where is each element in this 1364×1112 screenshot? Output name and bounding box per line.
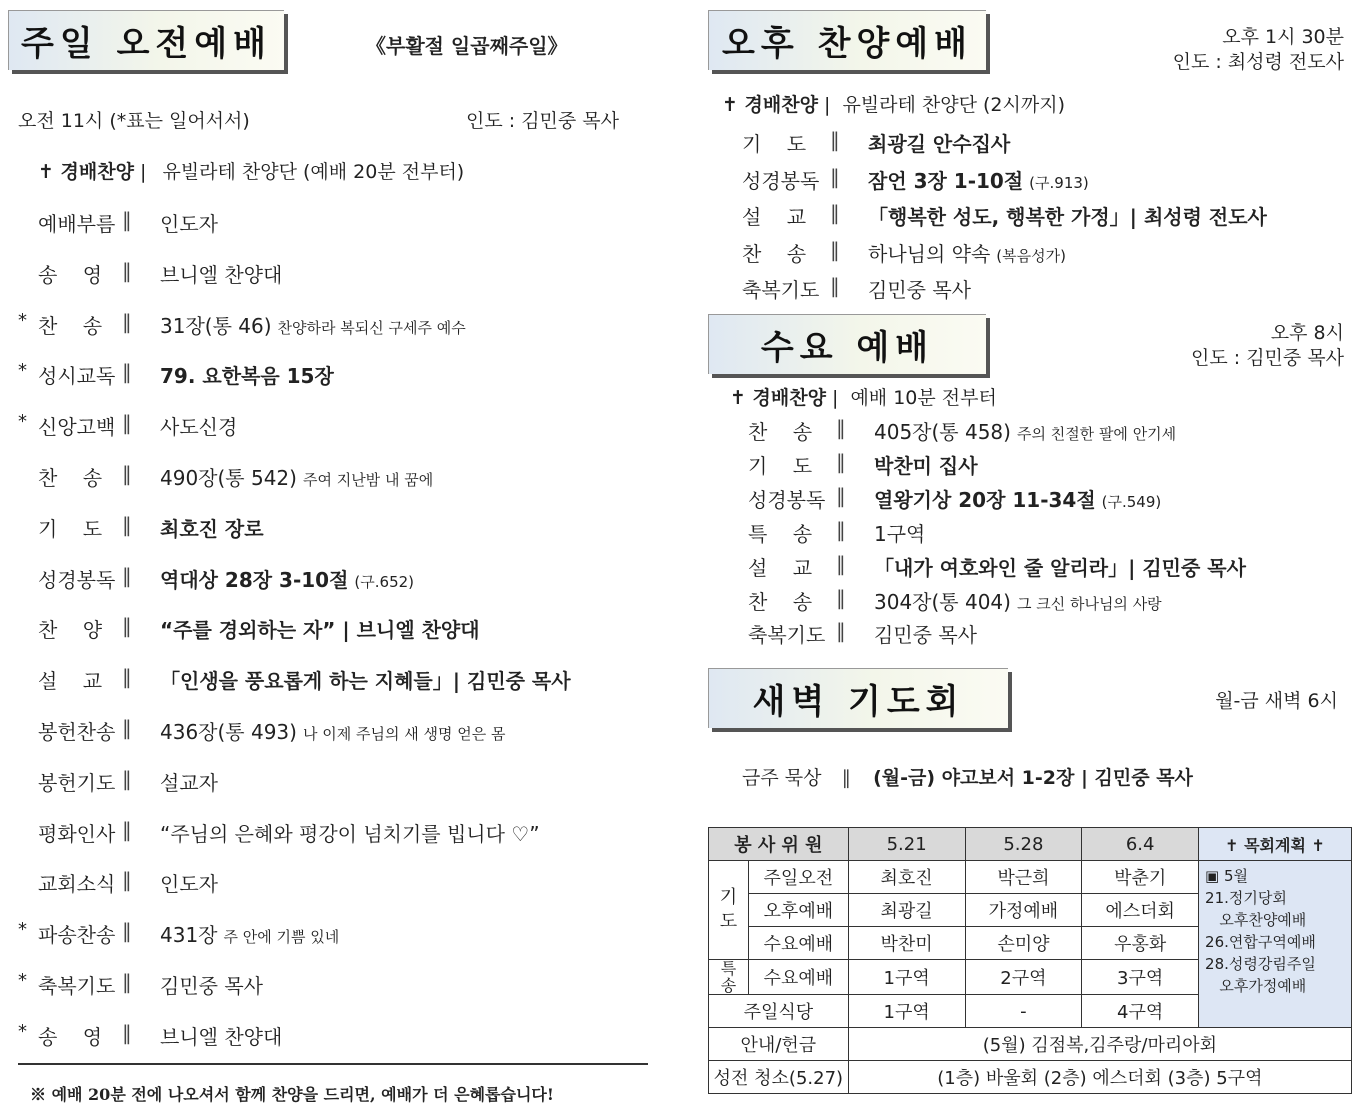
item-value-text: 열왕기상 20장 11-34절 — [874, 487, 1096, 512]
item-value — [868, 274, 977, 303]
item-value — [868, 128, 1016, 157]
item-label: 봉헌기도 — [38, 770, 116, 795]
item-value-text: 「인생을 풍요롭게 하는 지혜들」| 김민중 목사 — [160, 669, 571, 694]
item-label: 설 교 — [38, 669, 103, 694]
item-label: 예배부름 — [38, 212, 116, 236]
item-value — [874, 552, 1252, 581]
item-value — [160, 411, 243, 440]
group-special-1: 특 — [720, 959, 737, 978]
item-note: (복음성가) — [996, 246, 1066, 265]
separator: ∥ — [122, 868, 132, 893]
table-cell: 손미양 — [965, 927, 1082, 960]
plan-list — [1199, 861, 1352, 1028]
table-cell: 최호진 — [848, 861, 965, 894]
dawn-time: 월-금 새벽 6시 — [1215, 690, 1338, 712]
morning-time: 오전 11시 (*표는 일어서서) — [18, 110, 250, 132]
table-cell: 4구역 — [1082, 995, 1199, 1028]
separator: ∥ — [836, 517, 846, 542]
plan-item: 21.정기당회 — [1205, 889, 1287, 907]
item-value — [160, 1021, 288, 1050]
item-value-text: 304장(통 404) — [874, 589, 1011, 614]
item-label: 평화인사 — [38, 821, 116, 846]
item-label: 특 송 — [748, 521, 813, 546]
item-value — [160, 208, 224, 237]
morning-footer-note: ※ 예배 20분 전에 나오셔서 함께 찬양을 드리면, 예배가 더 은혜롭습니다! — [30, 1085, 554, 1104]
row-label: 주일식당 — [709, 995, 849, 1028]
item-label: 찬 송 — [742, 241, 807, 266]
dawn-label: 금주 묵상 — [742, 767, 822, 789]
group-prayer-1: 기 — [719, 887, 738, 908]
prelude-value: 유빌라테 찬양단 (예배 20분 전부터) — [162, 161, 465, 183]
item-value-text: “주를 경외하는 자” | 브니엘 찬양대 — [160, 618, 480, 643]
table-cell: 에스더회 — [1082, 894, 1199, 927]
item-note: 그 크신 하나님의 사랑 — [1016, 594, 1162, 613]
item-label: 기 도 — [38, 516, 103, 541]
item-value — [160, 818, 546, 847]
item-label: 파송찬송 — [38, 923, 116, 948]
afternoon-prelude — [722, 90, 1065, 117]
item-value-text: 「행복한 성도, 행복한 가정」| 최성령 전도사 — [868, 205, 1267, 229]
item-value-text: 하나님의 약속 — [868, 241, 991, 266]
item-value — [160, 665, 577, 694]
table-cell: 2구역 — [965, 960, 1082, 995]
volunteer-table — [708, 827, 1352, 1094]
table-cell: - — [965, 995, 1082, 1028]
table-cell: 우홍화 — [1082, 927, 1199, 960]
item-value-text: 사도신경 — [160, 415, 238, 440]
group-prayer — [709, 861, 749, 960]
morning-footer-divider — [18, 1063, 648, 1065]
separator: ∥ — [122, 512, 132, 537]
wednesday-time: 오후 8시 — [1270, 322, 1344, 344]
plan-item: ▣ 5월 — [1205, 867, 1249, 885]
separator: ∥ — [122, 716, 132, 740]
item-label: 기 도 — [742, 132, 807, 156]
separator: ∥ — [122, 411, 132, 436]
separator: ∥ — [122, 1020, 132, 1045]
item-label: 축복기도 — [742, 278, 820, 302]
separator: ∥ — [122, 614, 132, 639]
table-cell: 박찬미 — [848, 927, 965, 960]
prelude-separator: | — [832, 387, 839, 409]
item-label: 기 도 — [748, 453, 813, 478]
item-value-text: 405장(통 458) — [874, 420, 1011, 444]
separator: ∥ — [830, 237, 840, 262]
item-value — [160, 564, 414, 593]
item-value-text: 브니엘 찬양대 — [160, 262, 283, 287]
header-date: 5.21 — [848, 828, 965, 861]
afternoon-time: 오후 1시 30분 — [1222, 26, 1344, 48]
item-value — [160, 614, 486, 643]
item-value — [874, 484, 1161, 513]
standing-mark: * — [18, 919, 27, 941]
item-label: 찬 송 — [748, 420, 813, 444]
item-label: 성경봉독 — [748, 487, 826, 512]
separator: ∥ — [122, 360, 132, 385]
separator: ∥ — [836, 619, 846, 644]
item-value — [160, 767, 224, 796]
prelude-label: ✝ 경배찬양 — [730, 387, 826, 409]
item-value — [160, 919, 339, 948]
separator: ∥ — [836, 551, 846, 576]
item-label: 찬 양 — [38, 618, 103, 643]
item-value — [160, 310, 466, 339]
morning-prelude — [38, 157, 464, 184]
prelude-separator: | — [824, 94, 831, 116]
separator: ∥ — [122, 766, 132, 791]
separator: ∥ — [836, 449, 846, 474]
separator: ∥ — [836, 483, 846, 508]
morning-subtitle: 《부활절 일곱째주일》 — [366, 34, 568, 58]
plan-item: 28.성령강림주일 — [1205, 955, 1316, 973]
separator: ∥ — [122, 817, 132, 842]
row-label: 성전 청소(5.27) — [709, 1061, 849, 1094]
item-value — [160, 716, 505, 745]
separator: ∥ — [122, 970, 132, 994]
standing-mark: * — [18, 970, 27, 991]
separator: ∥ — [836, 585, 846, 610]
dawn-value: (월-금) 야고보서 1-2장 | 김민중 목사 — [873, 767, 1193, 789]
separator: ∥ — [122, 919, 132, 944]
table-cell: 박근희 — [965, 861, 1082, 894]
item-value-text: “주님의 은혜와 평강이 넘치기를 빕니다 ♡” — [160, 821, 540, 846]
group-special-2: 송 — [720, 976, 737, 995]
item-value — [874, 619, 983, 648]
table-cell: 1구역 — [848, 995, 965, 1028]
item-label: 성경봉독 — [38, 567, 116, 592]
separator: ∥ — [830, 274, 840, 298]
table-cell: 1구역 — [848, 960, 965, 995]
table-cell: (1층) 바울회 (2층) 에스더회 (3층) 5구역 — [848, 1061, 1351, 1094]
item-label: 축복기도 — [38, 974, 116, 998]
item-label: 축복기도 — [748, 623, 826, 648]
table-header-row — [709, 828, 1352, 861]
item-value-text: 설교자 — [160, 770, 218, 795]
table-row — [709, 861, 1352, 894]
separator: ∥ — [122, 563, 132, 588]
row-label: 주일오전 — [748, 861, 848, 894]
wednesday-leader: 인도 : 김민중 목사 — [1191, 347, 1344, 369]
item-value — [868, 238, 1066, 267]
header-volunteers: 봉 사 위 원 — [709, 828, 849, 861]
item-value — [868, 201, 1273, 230]
wednesday-title: 수요 예배 — [708, 314, 986, 374]
item-value-text: 431장 — [160, 923, 218, 948]
item-label: 성경봉독 — [742, 168, 820, 193]
separator: ∥ — [122, 258, 132, 283]
item-label: 찬 송 — [748, 589, 813, 614]
separator: ∥ — [122, 309, 132, 334]
item-value-text: 김민중 목사 — [160, 974, 263, 998]
item-value-text: 436장(통 493) — [160, 720, 297, 744]
wednesday-prelude — [730, 383, 997, 410]
item-note: (구.652) — [354, 572, 415, 591]
separator: ∥ — [830, 164, 840, 189]
item-note: 찬양하라 복되신 구세주 예수 — [277, 318, 466, 337]
item-value — [160, 970, 269, 999]
item-value — [868, 165, 1089, 194]
item-value-text: 인도자 — [160, 872, 218, 897]
item-label: 설 교 — [748, 555, 813, 580]
plan-item: 26.연합구역예배 — [1205, 933, 1316, 951]
item-value — [874, 518, 931, 547]
table-cell: 3구역 — [1082, 960, 1199, 995]
item-note: 나 이제 주님의 새 생명 얻은 몸 — [302, 725, 506, 743]
group-prayer-2: 도 — [719, 911, 738, 932]
plan-title: ✝ 목회계획 ✝ — [1199, 828, 1352, 861]
plan-item: 오후찬양예배 — [1205, 911, 1307, 929]
prelude-value: 유빌라테 찬양단 (2시까지) — [842, 94, 1065, 116]
plan-item: 오후가정예배 — [1205, 977, 1307, 995]
morning-leader: 인도 : 김민중 목사 — [466, 110, 619, 132]
prelude-label: ✝ 경배찬양 — [722, 94, 818, 116]
prelude-label: ✝ 경배찬양 — [38, 161, 134, 183]
table-cell: 박춘기 — [1082, 861, 1199, 894]
item-label: 성시교독 — [38, 364, 116, 389]
item-label: 봉헌찬송 — [38, 720, 116, 744]
item-value — [160, 462, 433, 491]
row-label: 안내/헌금 — [709, 1028, 849, 1061]
prelude-separator: | — [140, 161, 147, 183]
item-value-text: 브니엘 찬양대 — [160, 1024, 283, 1049]
separator: ∥ — [836, 416, 846, 440]
item-value-text: 인도자 — [160, 212, 218, 236]
item-value-text: 김민중 목사 — [874, 623, 977, 648]
item-label: 신앙고백 — [38, 415, 116, 440]
standing-mark: * — [18, 309, 27, 331]
item-value — [874, 416, 1176, 445]
item-note: (구.913) — [1029, 173, 1089, 192]
item-value-text: 79. 요한복음 15장 — [160, 364, 334, 389]
item-value — [874, 586, 1162, 615]
item-value — [160, 259, 288, 288]
row-label: 오후예배 — [748, 894, 848, 927]
separator: ∥ — [830, 201, 840, 225]
item-note: 주여 지난밤 내 꿈에 — [302, 471, 434, 489]
table-cell: (5월) 김점복,김주랑/마리아회 — [848, 1028, 1351, 1061]
separator: ∥ — [122, 462, 132, 486]
item-value-text: 김민중 목사 — [868, 278, 971, 302]
item-value-text: 최광길 안수집사 — [868, 132, 1011, 156]
item-value-text: 490장(통 542) — [160, 466, 297, 490]
item-label: 설 교 — [742, 205, 807, 229]
dawn-meditation — [742, 763, 1193, 790]
item-value — [160, 868, 224, 897]
item-note: 주의 친절한 팔에 안기세 — [1016, 425, 1177, 443]
standing-mark: * — [18, 360, 27, 382]
item-value-text: 최호진 장로 — [160, 516, 264, 541]
separator: ∥ — [122, 208, 132, 232]
header-date: 5.28 — [965, 828, 1082, 861]
table-cell: 가정예배 — [965, 894, 1082, 927]
row-label: 수요예배 — [748, 960, 848, 995]
item-value-text: 「내가 여호와인 줄 알리라」| 김민중 목사 — [874, 555, 1246, 580]
table-row — [709, 1028, 1352, 1061]
prelude-value: 예배 10분 전부터 — [850, 387, 997, 409]
afternoon-leader: 인도 : 최성령 전도사 — [1172, 51, 1344, 73]
standing-mark: * — [18, 411, 27, 433]
item-value-text: 1구역 — [874, 521, 926, 546]
item-value-text: 역대상 28장 3-10절 — [160, 567, 349, 592]
item-value-text: 31장(통 46) — [160, 313, 272, 338]
dawn-title: 새벽 기도회 — [708, 668, 1008, 728]
header-date: 6.4 — [1082, 828, 1199, 861]
item-label: 찬 송 — [38, 466, 103, 490]
item-value — [160, 513, 270, 542]
row-label: 수요예배 — [748, 927, 848, 960]
item-value-text: 박찬미 집사 — [874, 453, 978, 478]
item-label: 송 영 — [38, 262, 103, 287]
separator: ∥ — [122, 665, 132, 690]
item-label: 교회소식 — [38, 872, 116, 897]
morning-title: 주일 오전예배 — [8, 10, 284, 70]
item-value-text: 잠언 3장 1-10절 — [868, 168, 1024, 193]
item-note: 주 안에 기쁨 있네 — [223, 928, 340, 947]
standing-mark: * — [18, 1020, 27, 1042]
separator: ∥ — [841, 767, 852, 789]
item-value — [874, 450, 984, 479]
item-label: 송 영 — [38, 1024, 103, 1049]
group-special — [709, 960, 749, 995]
table-row — [709, 1061, 1352, 1094]
item-value — [160, 360, 340, 389]
table-cell: 최광길 — [848, 894, 965, 927]
afternoon-title: 오후 찬양예배 — [708, 10, 986, 70]
item-note: (구.549) — [1101, 492, 1162, 511]
separator: ∥ — [830, 128, 840, 152]
item-label: 찬 송 — [38, 313, 103, 338]
